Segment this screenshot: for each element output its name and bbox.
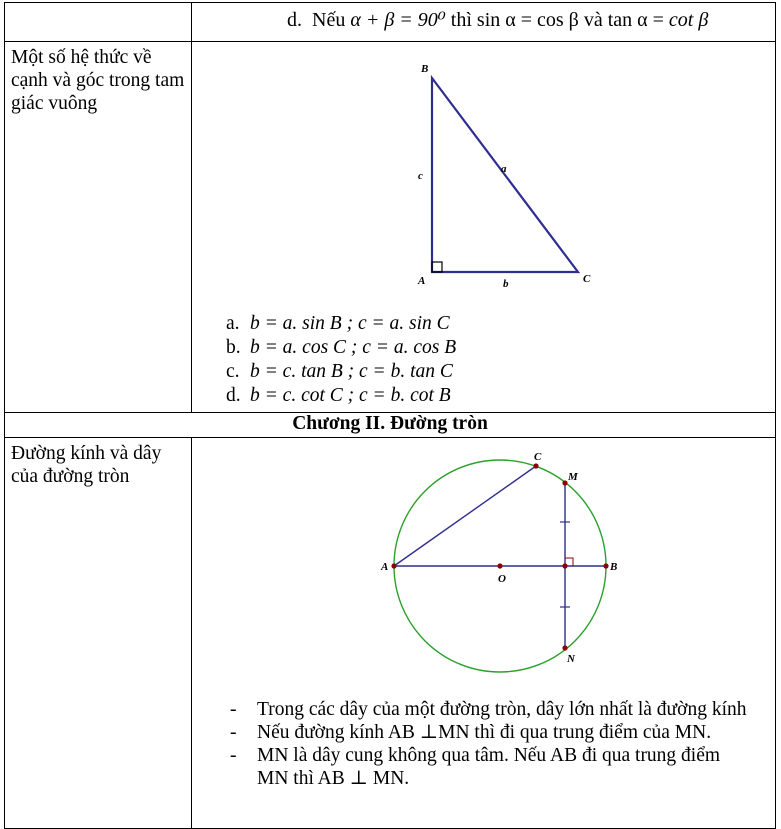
triangle-label-b: b (503, 278, 509, 290)
row2-title: Một số hệ thức về cạnh và góc trong tam giác vuông (5, 42, 192, 413)
bullet-2: - Nếu đường kính AB ⊥MN thì đi qua trung điểm của MN. (230, 721, 750, 744)
circle-label-A: A (381, 561, 389, 573)
row4-title: Đường kính và dây của đường tròn (5, 438, 192, 829)
identity-line (287, 7, 708, 32)
row1-content-cell (192, 3, 776, 42)
triangle-label-B: B (421, 63, 429, 75)
circle-label-N: N (567, 653, 575, 665)
triangle-label-a: a (501, 163, 507, 175)
row-chapter (5, 413, 776, 438)
point-M (562, 480, 567, 485)
identity-marker: d. (287, 9, 302, 31)
circle-label-C: C (534, 451, 542, 463)
point-C (533, 463, 538, 468)
circle-label-M: M (568, 471, 578, 483)
point-N (562, 645, 567, 650)
row-trig-identity (5, 3, 776, 42)
circle-label-B: B (610, 561, 618, 573)
bullet-3: - MN là dây cung không qua tâm. Nếu AB đi qua trung điểm MN thì AB ⊥ MN. (230, 744, 750, 790)
circle-figure (347, 446, 618, 696)
row4-content-cell (192, 438, 776, 829)
circle-bullets (230, 698, 750, 790)
content-table (4, 2, 776, 829)
triangle-shape (432, 78, 578, 272)
row2-content-cell (192, 42, 776, 413)
chord-AC (394, 466, 536, 566)
formula-d: d. b = c. cot C ; c = b. cot B (226, 385, 451, 406)
triangle-label-c: c (418, 170, 423, 182)
identity-pre: Nếu (312, 9, 346, 31)
row-right-triangle (5, 42, 776, 413)
point-A (391, 563, 396, 568)
row1-label-cell (5, 3, 192, 42)
chapter-heading: Chương II. Đường tròn (5, 413, 776, 438)
identity-mid1: thì sin α = cos β (450, 9, 579, 31)
formula-c: c. b = c. tan B ; c = b. tan C (226, 361, 453, 382)
right-triangle-figure (410, 48, 620, 298)
formula-b: b. b = a. cos C ; c = a. cos B (226, 337, 457, 358)
bullet-1: - Trong các dây của một đường tròn, dây lớn nhất là đường kính (230, 698, 750, 721)
row-circle (5, 438, 776, 829)
circle-label-O: O (498, 573, 506, 585)
right-angle-mark (432, 262, 442, 272)
triangle-label-C: C (583, 273, 591, 285)
identity-mid2: và tan α = (583, 9, 669, 31)
formula-a: a. b = a. sin B ; c = a. sin C (226, 313, 450, 334)
identity-math1: α + β = 90⁰ (350, 9, 446, 31)
point-H (562, 563, 567, 568)
point-O (497, 563, 502, 568)
identity-math2: cot β (668, 9, 709, 31)
point-B (603, 563, 608, 568)
triangle-label-A: A (418, 275, 426, 287)
